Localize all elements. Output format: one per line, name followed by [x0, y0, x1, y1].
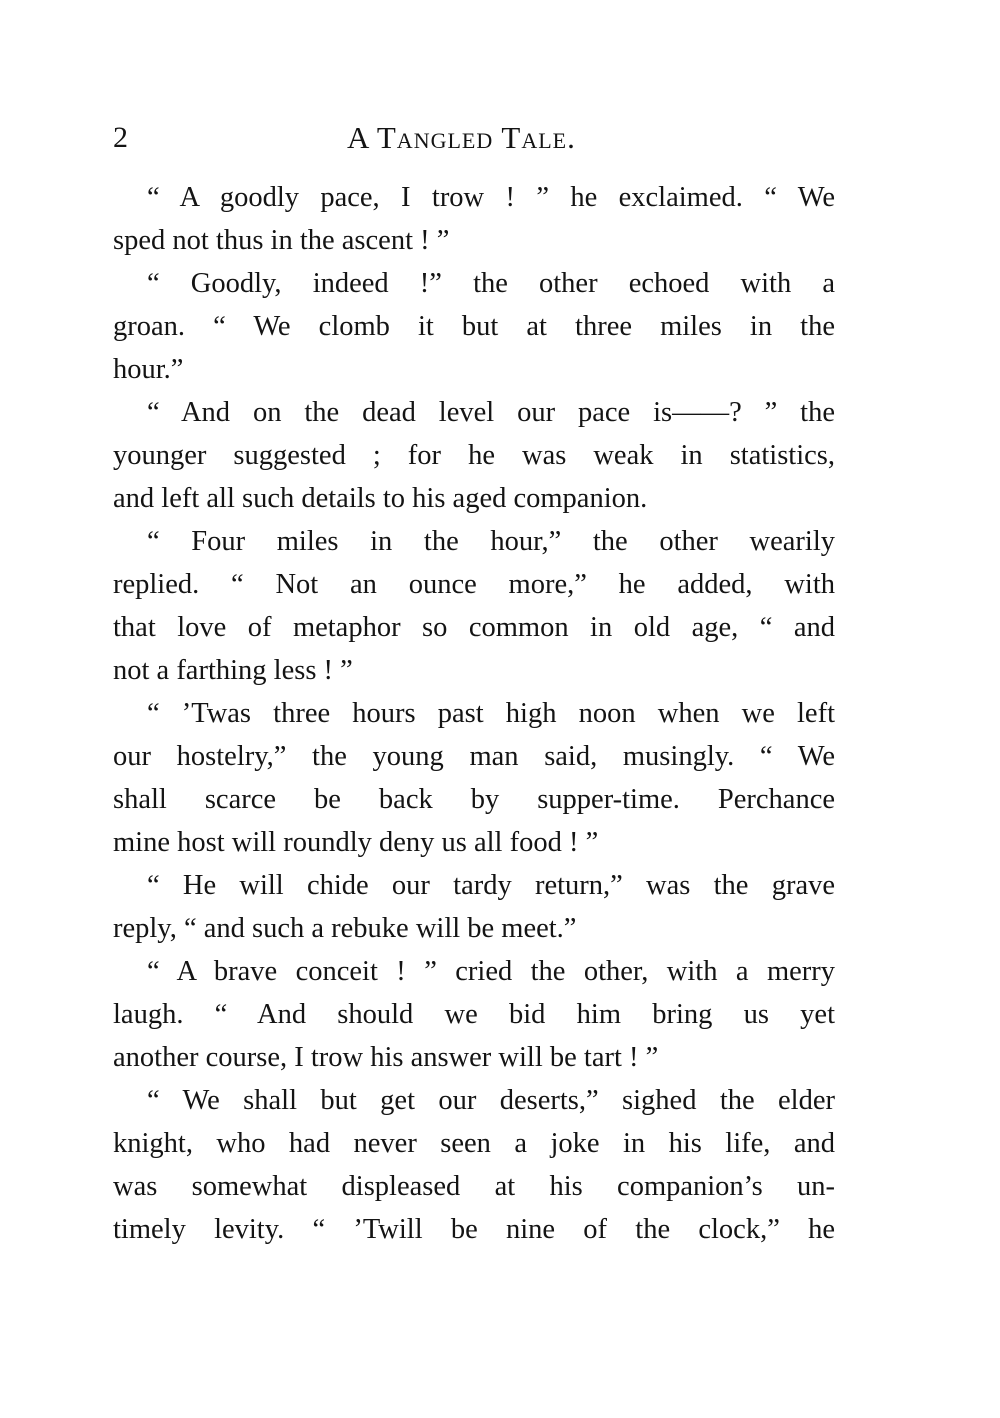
text-line: “ A goodly pace, I trow ! ” he exclaimed. “ We [147, 182, 835, 213]
page-number: 2 [113, 121, 128, 154]
text-line: laugh. “ And should we bid him bring us yet [113, 999, 835, 1030]
text-line: timely levity. “ ’Twill be nine of the clock,” he [113, 1214, 835, 1245]
text-line: knight, who had never seen a joke in his life, and [113, 1128, 835, 1159]
text-line: that love of metaphor so common in old age, “ and [113, 612, 835, 643]
text-line: and left all such details to his aged companion. [113, 483, 648, 514]
text-line: “ We shall but get our deserts,” sighed the elder [147, 1085, 835, 1116]
text-line: shall scarce be back by supper-time. Perchance [113, 784, 835, 815]
running-head [113, 118, 835, 158]
text-line: reply, “ and such a rebuke will be meet.” [113, 913, 577, 944]
text-line: not a farthing less ! ” [113, 655, 353, 686]
text-line: “ Goodly, indeed !” the other echoed with a [147, 268, 835, 299]
text-line: “ And on the dead level our pace is——? ” the [147, 397, 835, 428]
body-text [113, 176, 835, 1251]
text-line: mine host will roundly deny us all food ! ” [113, 827, 599, 858]
text-line: “ He will chide our tardy return,” was the grave [147, 870, 835, 901]
text-line: was somewhat displeased at his companion’s un- [113, 1171, 835, 1202]
text-line: our hostelry,” the young man said, musingly. “ We [113, 741, 835, 772]
text-line: sped not thus in the ascent ! ” [113, 225, 450, 256]
running-title: A Tangled Tale. [347, 120, 576, 155]
text-line: groan. “ We clomb it but at three miles in the [113, 311, 835, 342]
text-line: replied. “ Not an ounce more,” he added, with [113, 569, 835, 600]
text-line: “ Four miles in the hour,” the other wearily [147, 526, 835, 557]
text-line: hour.” [113, 354, 184, 385]
text-line: another course, I trow his answer will be tart ! ” [113, 1042, 659, 1073]
text-line: “ A brave conceit ! ” cried the other, with a merry [147, 956, 835, 987]
text-line: younger suggested ; for he was weak in statistics, [113, 440, 835, 471]
text-line: “ ’Twas three hours past high noon when we left [147, 698, 835, 729]
